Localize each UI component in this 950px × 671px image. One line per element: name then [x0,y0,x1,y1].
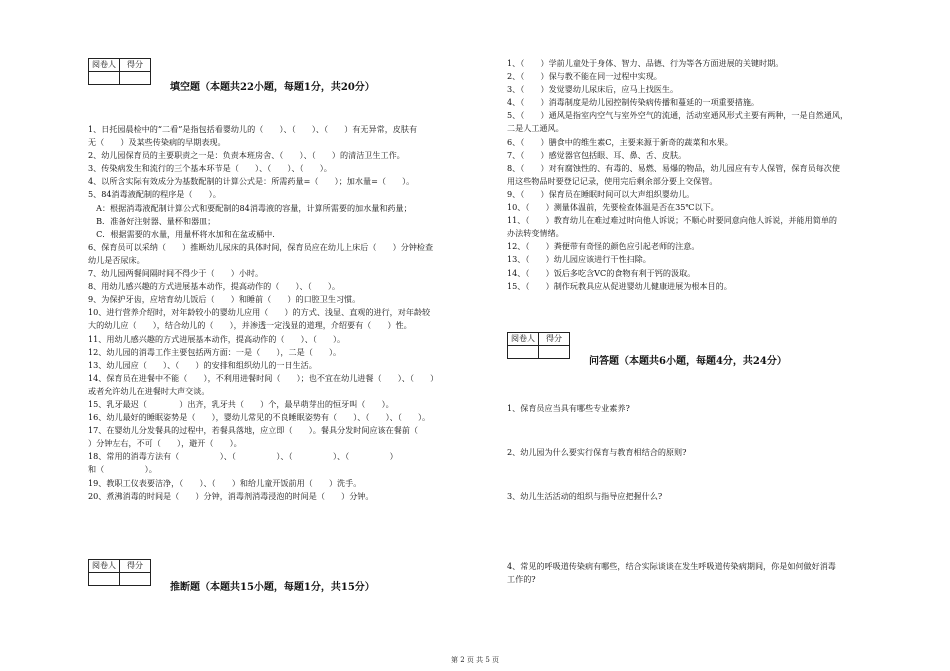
judge-question-list [507,57,848,293]
fill-line: 大的幼儿应（ ），结合幼儿的（ ），并渗透一定浅显的道理，介绍要有（ ）性。 [88,320,412,331]
judge-line: 15、（ ）制作玩教具应从促进婴幼儿健康进展为根本目的。 [507,280,732,291]
reviewer-label: 阅卷人 [508,333,539,346]
fill-line: 13、幼儿园应（ ）、（ ）的安排和组织幼儿的一日生活。 [88,359,317,370]
fill-line: 6、保育员可以采纳（ ）推断幼儿尿床的具体时间，保育员应在幼儿上床后（ ）分钟检查 [88,241,434,252]
score-cell [539,346,570,359]
reviewer-label: 阅卷人 [89,560,120,573]
judge-line: 2、（ ）保与教不能在同一过程中实现。 [507,71,662,82]
fill-line: 3、传染病发生和流行的三个基本环节是（ ）、（ ）、（ ）。 [88,163,332,174]
judge-line: 10、（ ）测量体温前，先要检查体温是否在35℃以下。 [507,202,719,213]
judge-line: 办法转变情绪。 [507,228,564,239]
fill-line: 9、为保护牙齿，应培育幼儿饭后（ ）和睡前（ ）的口腔卫生习惯。 [88,294,361,305]
score-table-qa [507,332,570,359]
judge-line: 13、（ ）幼儿园应该进行干性扫除。 [507,254,651,265]
fill-line: ）分钟左右，不可（ ），避开（ ）。 [88,438,242,449]
judge-line: 12、（ ）粪便带有奇怪的颜色应引起老师的注意。 [507,241,700,252]
fill-line: 18、常用的消毒方法有（ ）、（ ）、（ ）、（ ） [88,451,398,462]
qa-question-4 [507,560,836,586]
qa-question-2: 2、幼儿园为什么要实行保育与教育相结合的原则? [507,447,687,457]
fill-line: 15、乳牙最迟（ ）出齐，乳牙共（ ）个，最早萌芽出的恒牙叫（ ）。 [88,398,394,409]
judge-line: 11、（ ）教育幼儿在难过难过时向他人诉说；不顺心时要同意向他人诉说，并能用简单的 [507,215,838,226]
fill-line: B．准备好注射器、量杯和器皿； [88,215,216,226]
fill-line: 幼儿是否尿床。 [88,254,145,265]
fill-line: A：根据消毒液配制计算公式和要配制的84消毒液的容量，计算所需要的加水量和药量； [88,202,412,213]
fill-line: 或者允许幼儿在进餐时大声交谈。 [88,385,210,396]
fill-line: 17、在婴幼儿分发餐具的过程中，若餐具落地，应立即（ ）。餐具分发时间应该在餐前（ [88,425,427,436]
fill-line: 20、煮沸消毒的时间是（ ）分钟，消毒剂消毒浸泡的时间是（ ）分钟。 [88,490,374,501]
page-footer: 第 2 页 共 5 页 [450,656,500,664]
fill-line: 8、用幼儿感兴趣的方式进展基本动作，提高动作的（ ）、（ ）。 [88,281,341,292]
judge-line: 14、（ ）饭后多吃含VC的食物有利于钙的汲取。 [507,267,696,278]
qa-question-1: 1、保育员应当具有哪些专业素养? [507,403,630,413]
fill-line: 14、保育员在进餐中不能（ ），不利用进餐时间（ ）；也不宜在幼儿进餐（ ）、（ ） [88,372,439,383]
reviewer-cell [89,573,120,586]
judge-line: 7、（ ）感觉器官包括眼、耳、鼻、舌、皮肤。 [507,149,687,160]
section-title-fill: 填空题（本题共22小题，每题1分，共20分） [170,82,375,93]
qa-question-3: 3、幼儿生活活动的组织与指导应把握什么? [507,491,663,501]
judge-line: 3、（ ）发觉婴幼儿尿床后，应马上找医生。 [507,84,679,95]
fill-line: 和（ ）。 [88,464,157,475]
qa-question-4-line: 工作的? [507,574,536,585]
score-label: 得分 [120,59,151,72]
judge-line: 8、（ ）对有腐蚀性的、有毒的、易燃、易爆的物品，幼儿园应有专人保管，保育员每次使 [507,162,840,173]
fill-question-list [88,123,438,503]
fill-line: 5、84消毒液配制的程序是（ ）。 [88,189,221,200]
judge-line: 5、（ ）通风是指室内空气与室外空气的流通，活动室通风形式主要有两种，一是自然通风， [507,110,849,121]
fill-line: 无（ ）及某些传染病的早期表现。 [88,137,226,148]
fill-line: 11、用幼儿感兴趣的方式进展基本动作，提高动作的（ ）、（ ）。 [88,333,346,344]
judge-line: 1、（ ）学前儿童处于身体、智力、品德、行为等各方面进展的关键时期。 [507,58,784,68]
fill-line: 19、教职工仪表要洁净，（ ）、（ ）和给儿童开饭前用（ ）洗手。 [88,477,362,488]
fill-line: C．根据需要的水量，用量杯将水加和在盆或桶中. [88,228,275,239]
score-cell [120,573,151,586]
score-label: 得分 [539,333,570,346]
fill-line: 12、幼儿园的消毒工作主要包括两方面：一是（ ），二是（ ）。 [88,346,342,357]
score-cell [120,72,151,85]
fill-line: 10、进行营养介绍时，对年龄较小的婴幼儿应用（ ）的方式、浅显、直观的进行，对年龄较 [88,307,431,318]
fill-line: 1、日托园晨检中的“二看”是指包括看婴幼儿的（ ）、（ ）、（ ）有无异常，皮肤有 [88,124,418,134]
judge-line: 9、（ ）保育员在睡眠时间可以大声组织婴幼儿。 [507,188,695,199]
fill-line: 2、幼儿园保育员的主要职责之一是：负责本班房舍、（ ）、（ ）的清洁卫生工作。 [88,150,405,161]
judge-line: 用这些物品时要登记记录，使用完后剩余部分要上交保管。 [507,175,718,186]
fill-line: 7、幼儿园两餐间隔时间不得少于（ ）小时。 [88,268,264,279]
judge-line: 6、（ ）膳食中的维生素C，主要来源于新奇的蔬菜和水果。 [507,136,733,147]
section-title-qa: 问答题（本题共6小题，每题4分，共24分） [589,356,787,367]
judge-line: 二是人工通风。 [507,123,564,134]
score-label: 得分 [120,560,151,573]
judge-line: 4、（ ）消毒制度是幼儿园控制传染病传播和蔓延的一项重要措施。 [507,97,760,108]
reviewer-cell [89,72,120,85]
fill-line: 16、幼儿最好的睡眠姿势是（ ），婴幼儿常见的不良睡眠姿势有（ ）、（ ）、（ ）。 [88,412,431,423]
fill-line: 4、以所含实际有效成分为基数配制的计算公式是：所需药量=（ ）；加水量=（ ）。 [88,176,415,187]
section-title-judge: 推断题（本题共15小题，每题1分，共15分） [170,582,375,593]
reviewer-cell [508,346,539,359]
reviewer-label: 阅卷人 [89,59,120,72]
score-table-judge [88,559,151,586]
score-table-fill [88,58,151,85]
qa-question-4-line: 4、常见的呼吸道传染病有哪些，结合实际谈谈在发生呼吸道传染病期间，你是如何做好消毒 [507,561,836,571]
